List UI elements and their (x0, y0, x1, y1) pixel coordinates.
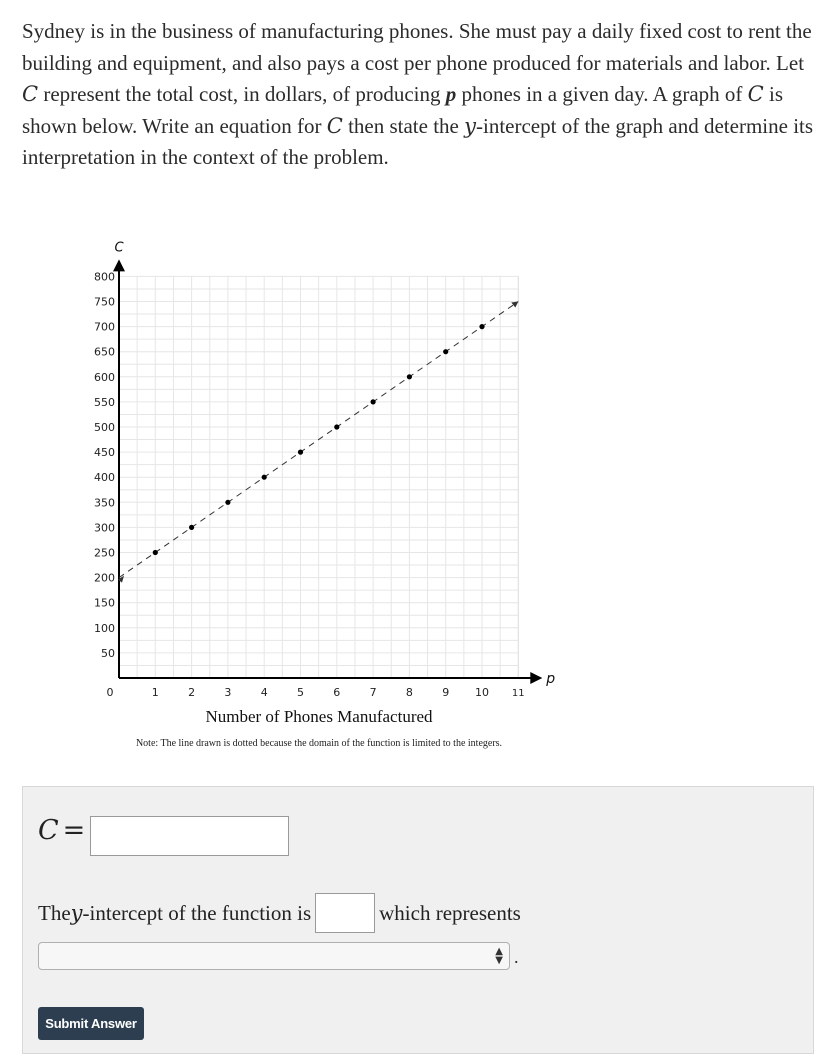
x-tick-label: 8 (405, 686, 413, 699)
axes (113, 259, 542, 684)
data-point (371, 399, 376, 404)
y-tick-label: 400 (94, 471, 115, 485)
data-point (443, 349, 448, 354)
y-tick-label: 450 (94, 446, 115, 460)
y-tick-label: 650 (94, 345, 115, 359)
data-point (153, 550, 158, 555)
y-tick-label: 200 (94, 571, 115, 585)
data-point (298, 450, 303, 455)
select-arrows-icon: ▲ ▼ (495, 946, 503, 966)
x-tick-label: 2 (188, 686, 196, 699)
c-equation-label: C = (38, 815, 86, 846)
y-tick-label: 250 (94, 546, 115, 560)
x-tick-label: 6 (333, 686, 341, 699)
interpretation-select[interactable] (38, 942, 510, 970)
answer-panel (22, 786, 814, 1054)
y-tick-label: 500 (94, 421, 115, 434)
x-tick-label: 0 (106, 686, 114, 699)
y-intercept-sentence: The y -intercept of the function is which represents (38, 893, 521, 933)
x-axis-letter: p (546, 671, 556, 687)
x-tick-label: 10 (475, 686, 489, 699)
c-equation-input[interactable] (90, 816, 289, 856)
y-intercept-input[interactable] (315, 893, 375, 933)
data-point (407, 374, 412, 379)
y-tick-label: 50 (101, 646, 115, 660)
y-tick-label: 150 (94, 596, 115, 610)
data-point (262, 475, 267, 480)
y-tick-label: 800 (94, 270, 115, 284)
cost-graph (0, 225, 837, 705)
x-tick-label: 1 (151, 686, 159, 699)
y-tick-label: 300 (94, 521, 115, 535)
line-end-arrow-icon (511, 302, 518, 308)
y-tick-label: 700 (94, 320, 115, 334)
x-tick-label: 4 (260, 686, 268, 699)
y-tick-label: 750 (94, 295, 115, 309)
y-tick-label: 600 (94, 370, 115, 384)
x-tick-label: 7 (369, 686, 377, 699)
problem-statement: Sydney is in the business of manufacturing phones. She must pay a daily fixed cost to rent the building and equipment, and also pays a cost per phone produced for materials and labor. Let C represent the total cost, in dollars, of producing p phones in a given day. A graph of C is shown below. Write an equation for C then state the y-intercept of the graph and determine its interpretation in the context of the problem. (22, 19, 814, 169)
y-tick-label: 100 (94, 621, 115, 635)
data-point (334, 424, 339, 429)
y-tick-label: 550 (94, 395, 115, 409)
submit-answer-button[interactable]: Submit Answer (38, 1007, 144, 1040)
data-point (189, 525, 194, 530)
graph-note: Note: The line drawn is dotted because the domain of the function is limited to the integers. (135, 738, 503, 749)
tick-labels (94, 240, 555, 699)
y-axis-letter: C (114, 240, 124, 256)
grid-lines (119, 276, 518, 678)
sentence-period: . (514, 947, 519, 967)
x-axis-arrow-icon (530, 672, 542, 684)
x-tick-label: 11 (511, 688, 525, 699)
y-tick-label: 350 (94, 496, 115, 510)
x-tick-label: 3 (224, 686, 232, 699)
data-point (479, 324, 484, 329)
x-tick-label: 9 (442, 686, 450, 699)
x-tick-label: 5 (297, 686, 304, 699)
x-axis-label: Number of Phones Manufactured (205, 707, 433, 726)
data-point (225, 500, 230, 505)
